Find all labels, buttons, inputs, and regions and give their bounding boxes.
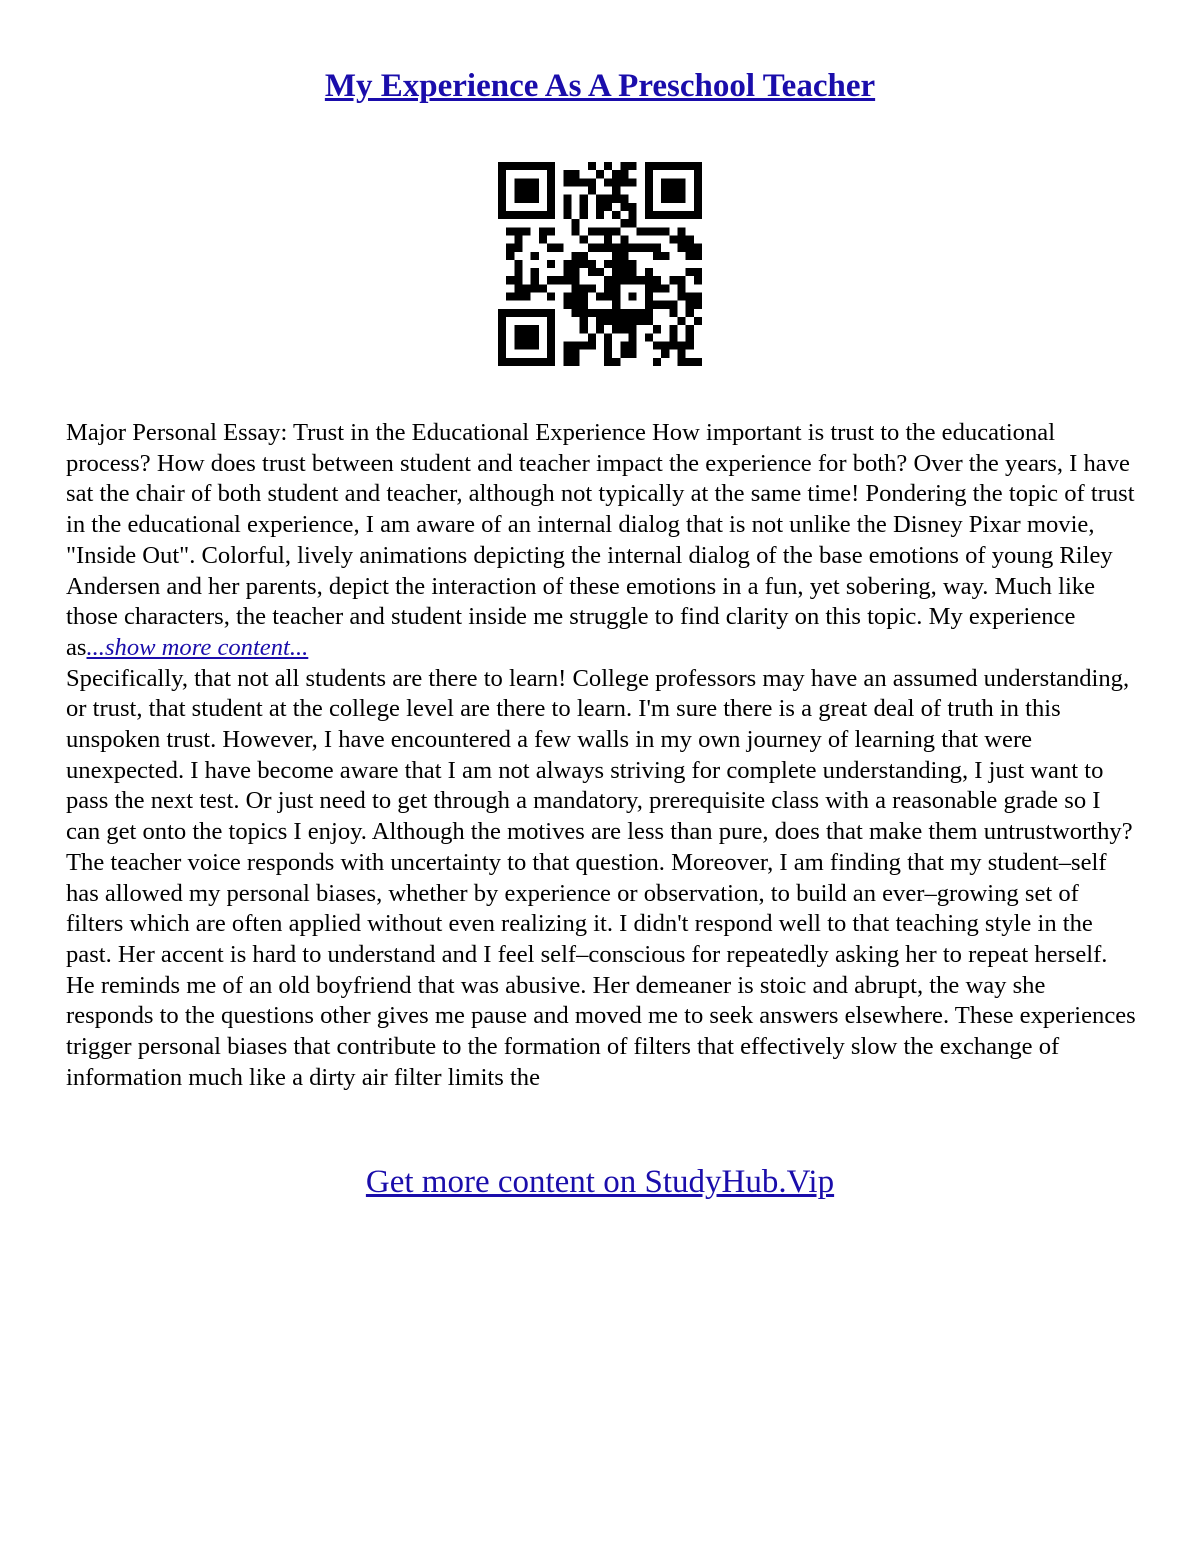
essay-paragraph-1-text: Major Personal Essay: Trust in the Educational Experience How important is trust to the educational process? How does trust between student and teacher impact the experience for both? Over the years, I have sat the chair of both student and teacher, although not typically at the same time! Pondering the topic of trust in the educational experience, I am aware of an internal dialog that is not unlike the Disney Pixar movie, "Inside Out". Colorful, lively animations depicting the internal dialog of the base emotions of young Riley Andersen and her parents, depict the interaction of these emotions in a fun, yet sobering, way. Much like those characters, the teacher and student inside me struggle to find clarity on this topic. My experience as bbox=[66, 419, 1135, 661]
page-title bbox=[0, 64, 1200, 108]
show-more-link[interactable]: ...show more content... bbox=[86, 633, 309, 661]
footer bbox=[0, 1160, 1200, 1204]
essay-paragraph-1 bbox=[66, 418, 1136, 664]
essay-body bbox=[66, 418, 1136, 1093]
footer-link[interactable]: Get more content on StudyHub.Vip bbox=[365, 1164, 835, 1200]
qr-code-icon bbox=[498, 162, 702, 366]
title-link[interactable]: My Experience As A Preschool Teacher bbox=[324, 68, 876, 104]
essay-paragraph-2: Specifically, that not all students are there to learn! College professors may have an assumed understanding, or trust, that student at the college level are there to learn. I'm sure there is a great deal of truth in this unspoken trust. However, I have encountered a few walls in my own journey of learning that were unexpected. I have become aware that I am not always striving for complete understanding, I just want to pass the next test. Or just need to get through a mandatory, prerequisite class with a reasonable grade so I can get onto the topics I enjoy. Although the motives are less than pure, does that make them untrustworthy? The teacher voice responds with uncertainty to that question. Moreover, I am finding that my student–self has allowed my personal biases, whether by experience or observation, to build an ever–growing set of filters which are often applied without even realizing it. I didn't respond well to that teaching style in the past. Her accent is hard to understand and I feel self–conscious for repeatedly asking her to repeat herself. He reminds me of an old boyfriend that was abusive. Her demeaner is stoic and abrupt, the way she responds to the questions other gives me pause and moved me to seek answers elsewhere. These experiences trigger personal biases that contribute to the formation of filters that effectively slow the exchange of information much like a dirty air filter limits the bbox=[66, 664, 1136, 1091]
